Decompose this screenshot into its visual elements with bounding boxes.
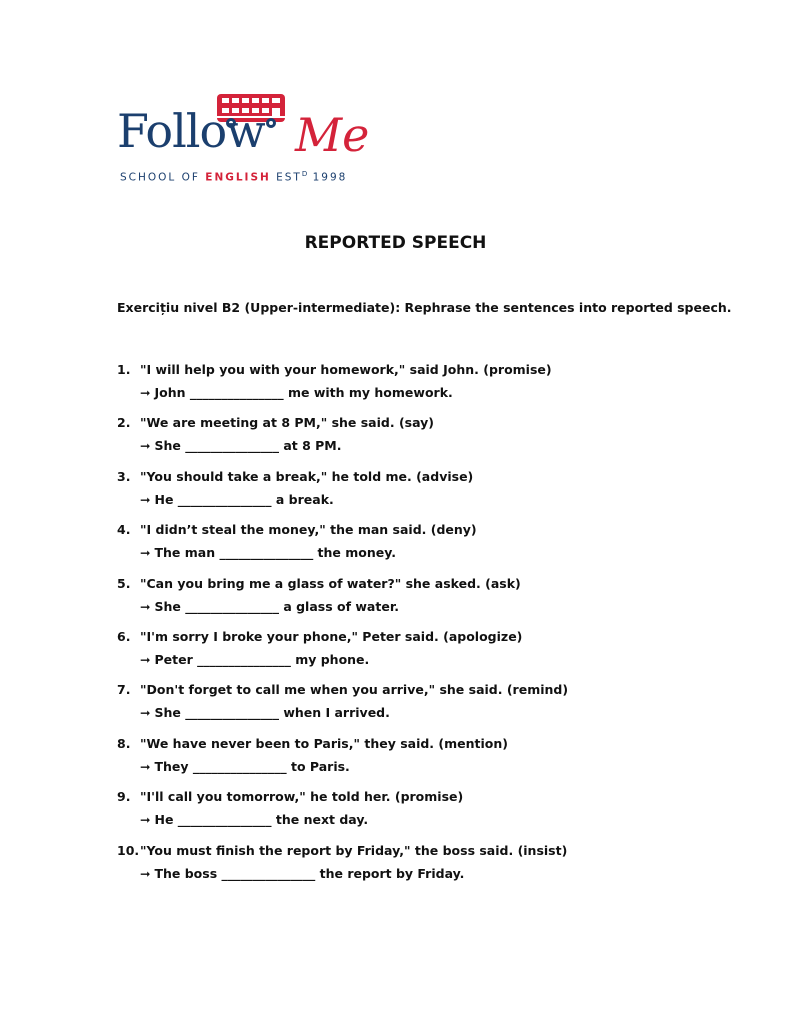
arrow-right-icon: ➞ (140, 812, 151, 828)
tagline-accent: ENGLISH (205, 171, 271, 184)
exercise-answer: They _______________ to Paris. (154, 758, 350, 774)
tagline-start: SCHOOL OF (120, 171, 206, 184)
exercise-answer-line (140, 438, 341, 453)
arrow-right-icon: ➞ (140, 385, 151, 400)
exercise-number: 10. (117, 842, 140, 858)
arrow-right-icon: ➞ (140, 491, 151, 507)
exercise-answer: The man _______________ the money. (154, 545, 396, 561)
exercise-prompt: "I will help you with your homework," said John. (promise) (140, 362, 552, 377)
exercise-answer-line (140, 705, 390, 720)
arrow-right-icon: ➞ (140, 651, 151, 667)
exercise-number: 5. (117, 575, 131, 591)
exercise-answer: She _______________ a glass of water. (154, 598, 399, 614)
tagline-est: EST (270, 171, 302, 184)
exercise-answer: The boss _______________ the report by Friday. (154, 865, 465, 881)
arrow-right-icon: ➞ (140, 545, 151, 561)
exercise-prompt: "Can you bring me a glass of water?" she asked. (ask) (140, 575, 521, 591)
exercise-answer: He _______________ a break. (154, 491, 334, 507)
brand-tagline (120, 170, 347, 184)
exercise-prompt: "I didn’t steal the money," the man said. (deny) (140, 522, 477, 538)
exercise-answer-line (140, 759, 350, 774)
arrow-right-icon: ➞ (140, 758, 151, 774)
exercise-number: 8. (117, 735, 131, 751)
tagline-year: 1998 (307, 171, 348, 184)
arrow-right-icon: ➞ (140, 705, 151, 721)
exercise-number: 6. (117, 628, 131, 644)
arrow-right-icon: ➞ (140, 598, 151, 614)
exercise-prompt: "Don't forget to call me when you arrive," she said. (remind) (140, 682, 569, 698)
exercise-answer: She _______________ when I arrived. (154, 705, 390, 721)
exercise-answer: John _______________ me with my homework. (154, 385, 453, 400)
arrow-right-icon: ➞ (140, 438, 151, 454)
exercise-number: 4. (117, 522, 131, 538)
exercise-answer-line (140, 385, 453, 400)
exercise-answer-line (140, 652, 369, 667)
exercise-number: 2. (117, 415, 131, 431)
exercise-answer-line (140, 866, 464, 881)
exercise-number: 7. (117, 682, 131, 698)
exercise-prompt: "You must finish the report by Friday," the boss said. (insist) (140, 842, 568, 858)
exercise-prompt: "We have never been to Paris," they said. (mention) (140, 735, 508, 751)
arrow-right-icon: ➞ (140, 865, 151, 881)
exercise-prompt: "We are meeting at 8 PM," she said. (say) (140, 415, 435, 431)
exercise-prompt: "You should take a break," he told me. (advise) (140, 468, 474, 484)
brand-follow-text: Follow (117, 104, 265, 158)
exercise-number: 3. (117, 468, 131, 484)
exercise-answer-line (140, 599, 399, 614)
tagline-est-sup: D (301, 170, 308, 178)
exercise-prompt: "I'll call you tomorrow," he told her. (promise) (140, 789, 464, 805)
school-logo (117, 90, 370, 190)
exercise-answer: He _______________ the next day. (154, 812, 369, 828)
instructions: Exercițiu nivel B2 (Upper-intermediate): Rephrase the sentences into reported speech. (117, 300, 732, 315)
exercise-answer: Peter _______________ my phone. (154, 651, 370, 667)
exercise-answer-line (140, 545, 396, 560)
exercise-prompt: "I'm sorry I broke your phone," Peter said. (apologize) (140, 628, 523, 644)
exercise-number: 9. (117, 789, 131, 805)
exercise-answer-line (140, 492, 334, 507)
exercise-answer-line (140, 812, 368, 827)
page-title: REPORTED SPEECH (304, 233, 487, 253)
exercise-answer: She _______________ at 8 PM. (154, 438, 342, 454)
exercise-number: 1. (117, 362, 131, 377)
brand-me-text: Me (295, 108, 370, 162)
